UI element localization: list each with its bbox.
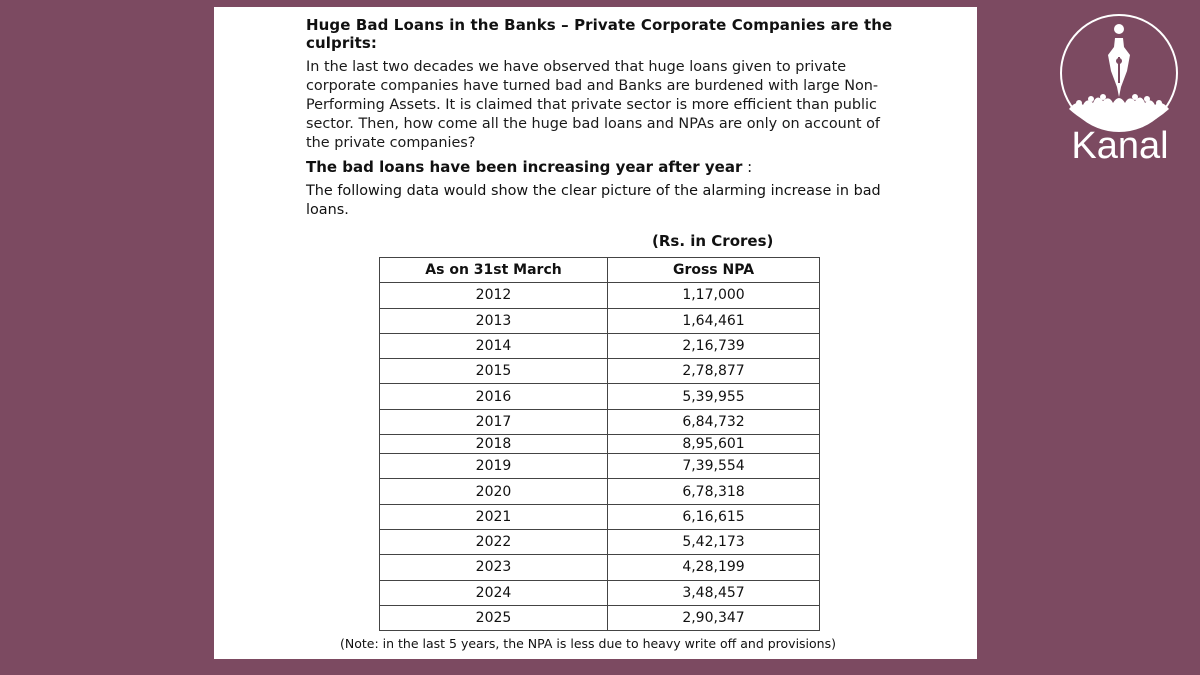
table-row: [380, 283, 820, 308]
npa-cell: 6,78,318: [608, 479, 820, 504]
year-cell: 2013: [380, 308, 608, 333]
table-row: [380, 555, 820, 580]
year-cell: 2012: [380, 283, 608, 308]
table-footnote: (Note: in the last 5 years, the NPA is less due to heavy write off and provisions): [340, 636, 836, 651]
year-cell: 2022: [380, 529, 608, 554]
table-row: [380, 384, 820, 409]
table-row: [380, 529, 820, 554]
npa-cell: 3,48,457: [608, 580, 820, 605]
table-header-row: [380, 258, 820, 283]
table-row: [380, 454, 820, 479]
npa-cell: 2,78,877: [608, 359, 820, 384]
table-row: [380, 504, 820, 529]
kanal-logo: [1057, 13, 1181, 141]
table-row: [380, 308, 820, 333]
year-cell: 2025: [380, 605, 608, 630]
subheading-colon: :: [742, 158, 753, 176]
table-row: [380, 333, 820, 358]
year-cell: 2016: [380, 384, 608, 409]
table-row: [380, 479, 820, 504]
units-label: (Rs. in Crores): [652, 232, 774, 250]
table-row: [380, 580, 820, 605]
npa-cell: 6,84,732: [608, 409, 820, 434]
year-cell: 2014: [380, 333, 608, 358]
year-cell: 2015: [380, 359, 608, 384]
document-heading: Huge Bad Loans in the Banks – Private Corporate Companies are the culprits:: [306, 16, 893, 52]
section-subheading: [306, 158, 896, 176]
npa-cell: 5,42,173: [608, 529, 820, 554]
npa-cell: 2,16,739: [608, 333, 820, 358]
table-row: [380, 359, 820, 384]
npa-cell: 5,39,955: [608, 384, 820, 409]
npa-table: [379, 257, 820, 631]
npa-cell: 4,28,199: [608, 555, 820, 580]
document-page: [214, 7, 977, 659]
npa-cell: 1,64,461: [608, 308, 820, 333]
data-intro-paragraph: The following data would show the clear picture of the alarming increase in bad loans.: [306, 183, 881, 218]
npa-cell: 2,90,347: [608, 605, 820, 630]
year-cell: 2021: [380, 504, 608, 529]
table-row: [380, 409, 820, 434]
column-header-date: As on 31st March: [380, 258, 608, 283]
year-cell: 2024: [380, 580, 608, 605]
pen-nib-crowd-icon: [1057, 13, 1181, 137]
year-cell: 2019: [380, 454, 608, 479]
table-row: [380, 435, 820, 454]
year-cell: 2017: [380, 409, 608, 434]
table-row: [380, 605, 820, 630]
year-cell: 2018: [380, 435, 608, 454]
subheading-text: The bad loans have been increasing year after year: [306, 158, 743, 176]
year-cell: 2023: [380, 555, 608, 580]
year-cell: 2020: [380, 479, 608, 504]
npa-cell: 7,39,554: [608, 454, 820, 479]
intro-paragraph: In the last two decades we have observed that huge loans given to private corporate companies have turned bad and Banks are burdened with large Non-Performing Assets. It is claimed that private sector is more efficient than public sector. Then, how come all the huge bad loans and NPAs are only on account of the private companies?: [306, 59, 881, 151]
npa-cell: 8,95,601: [608, 435, 820, 454]
column-header-gross-npa: Gross NPA: [608, 258, 820, 283]
document-body: [306, 16, 896, 220]
npa-cell: 6,16,615: [608, 504, 820, 529]
npa-cell: 1,17,000: [608, 283, 820, 308]
brand-name: Kanal: [1071, 125, 1169, 167]
